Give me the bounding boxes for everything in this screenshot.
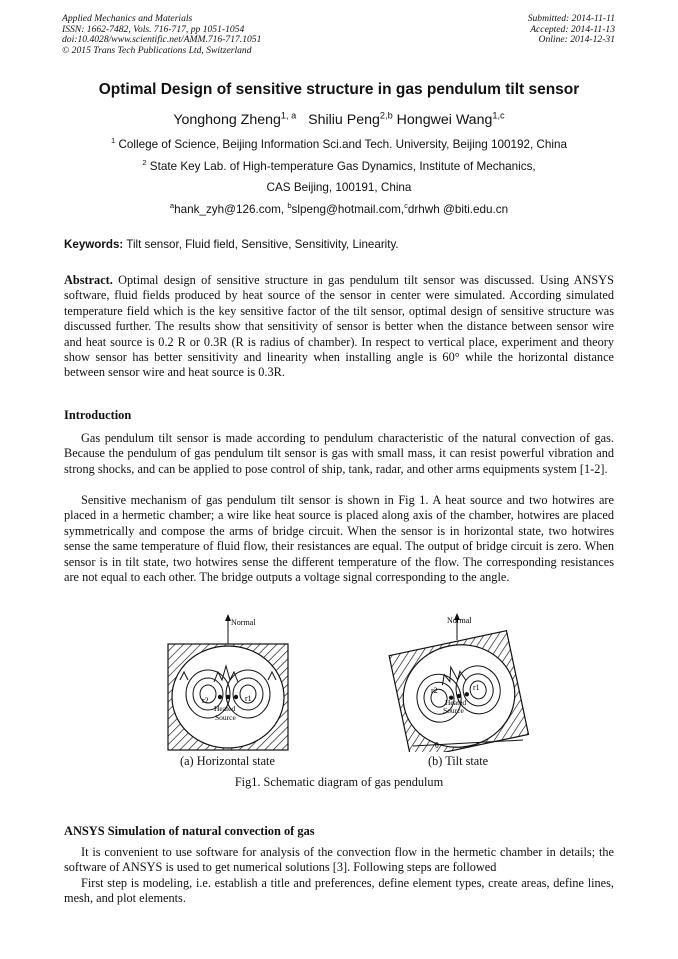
source-label-b: Source xyxy=(443,706,464,715)
abstract xyxy=(64,273,614,381)
caption-horizontal-state: (a) Horizontal state xyxy=(180,754,275,768)
theta-label: θ xyxy=(435,741,439,750)
normal-label-b: Normal xyxy=(447,616,472,625)
affiliation-2-line2: CAS Beijing, 100191, China xyxy=(266,181,412,194)
introduction-p2: Sensitive mechanism of gas pendulum tilt sensor is shown in Fig 1. A heat source and two hotwires are placed in a hermetic chamber; a wire like heat source is placed along axis of the chamber, hotwires are placed symmetrically and compose the arms of bridge circuit. When the sensor is in horizontal state, two hotwires sense the same temperature of fluid flow, their resistances are equal. The output of bridge circuit is zero. When sensor is in tilt state, two hotwires sense the different temperature of the flow. The corresponding resistances are not equal to each other. The bridge outputs a voltage signal corresponding to the angle. xyxy=(64,493,614,585)
introduction-p1: Gas pendulum tilt sensor is made according to pendulum characteristic of the natural convection of gas. Because the pendulum of gas pendulum tilt sensor is gas with small mass, it can resist powerful vibration and strong shocks, and can be applied to pose control of ship, tank, radar, and other arms equipments system [1-2]. xyxy=(64,431,614,476)
author-name: Shiliu Peng xyxy=(308,112,380,128)
journal-name: Applied Mechanics and Materials xyxy=(62,13,193,24)
r1-label-a: r1 xyxy=(245,694,252,703)
ansys-p2: First step is modeling, i.e. establish a title and preferences, define element types, create areas, define lines, mesh, and plot elements. xyxy=(64,876,614,906)
abstract-label: Abstract. xyxy=(64,273,113,287)
heated-label-a: Heated xyxy=(214,704,236,713)
author-name: Hongwei Wang xyxy=(396,112,493,128)
r1-label-b: r1 xyxy=(473,683,480,692)
author-sup: 2,b xyxy=(379,110,393,121)
caption-tilt-state: (b) Tilt state xyxy=(428,754,489,768)
affiliation-1: $^1$ College of Science, Beijing Information Sci.and Tech. University, Beijing 100192, China xyxy=(111,136,567,151)
paper-title: Optimal Design of sensitive structure in gas pendulum tilt sensor xyxy=(98,81,580,98)
doi: doi:10.4028/www.scientific.net/AMM.716-717.1051 xyxy=(62,34,262,46)
keywords-text: Tilt sensor, Fluid field, Sensitive, Sensitivity, Linearity. xyxy=(123,238,399,251)
abstract-text: Optimal design of sensitive structure in gas pendulum tilt sensor was discussed. Using ANSYS software, fluid fields produced by heat source of the sensor in center were simulated. According simulated temperature field which is the key sensitive factor of the tilt sensor, optimal design of sensitive structure was discussed further. The results show that sensitivity of sensor is better when the distance between sensor wire and heat source is 0.2 R or 0.3R (R is radius of chamber). In respect to vertical place, experiment and theory show sensor has better sensitivity and linearity when installing angle is 60° while the horizontal distance between sensor wire and heat source is 0.3R. xyxy=(64,273,614,380)
figure-horizontal-state xyxy=(158,610,298,752)
author-name: Yonghong Zheng xyxy=(173,112,281,128)
affiliation-2: $^2$ State Key Lab. of High-temperature Gas Dynamics, Institute of Mechanics, xyxy=(142,158,536,173)
normal-label-a: Normal xyxy=(231,618,256,627)
submitted-date: Submitted: 2014-11-11 xyxy=(527,13,615,24)
keywords-label: Keywords: xyxy=(64,238,124,251)
figure-tilt-state xyxy=(383,610,543,752)
accepted-date: Accepted: 2014-11-13 xyxy=(530,23,615,35)
r2-label-a: r2 xyxy=(202,696,209,705)
author-list xyxy=(0,112,678,128)
author-sup: 1,c xyxy=(492,110,505,121)
heated-label-b: Heated xyxy=(445,698,467,707)
copyright: © 2015 Trans Tech Publications Ltd, Switzerland xyxy=(62,44,252,56)
dates-header xyxy=(528,14,615,46)
source-label-a: Source xyxy=(215,713,236,722)
ansys-p1: It is convenient to use software for analysis of the convection flow in the hermetic chamber in details; the software of ANSYS is used to get numerical solutions [3]. Following steps are followed xyxy=(64,845,614,875)
journal-header xyxy=(62,14,261,56)
email-list: $^a$hank_zyh@126.com, $^b$slpeng@hotmail.com,$^c$drhwh @biti.edu.cn xyxy=(169,201,509,216)
issn: ISSN: 1662-7482, Vols. 716-717, pp 1051-1054 xyxy=(62,23,245,35)
online-date: Online: 2014-12-31 xyxy=(538,34,615,46)
keywords xyxy=(64,238,399,251)
r2-label-b: r2 xyxy=(431,686,438,695)
ansys-heading: ANSYS Simulation of natural convection of gas xyxy=(64,824,315,838)
figure-caption: Fig1. Schematic diagram of gas pendulum xyxy=(234,775,444,789)
author-sup: 1, a xyxy=(280,110,297,121)
introduction-heading: Introduction xyxy=(64,408,132,422)
